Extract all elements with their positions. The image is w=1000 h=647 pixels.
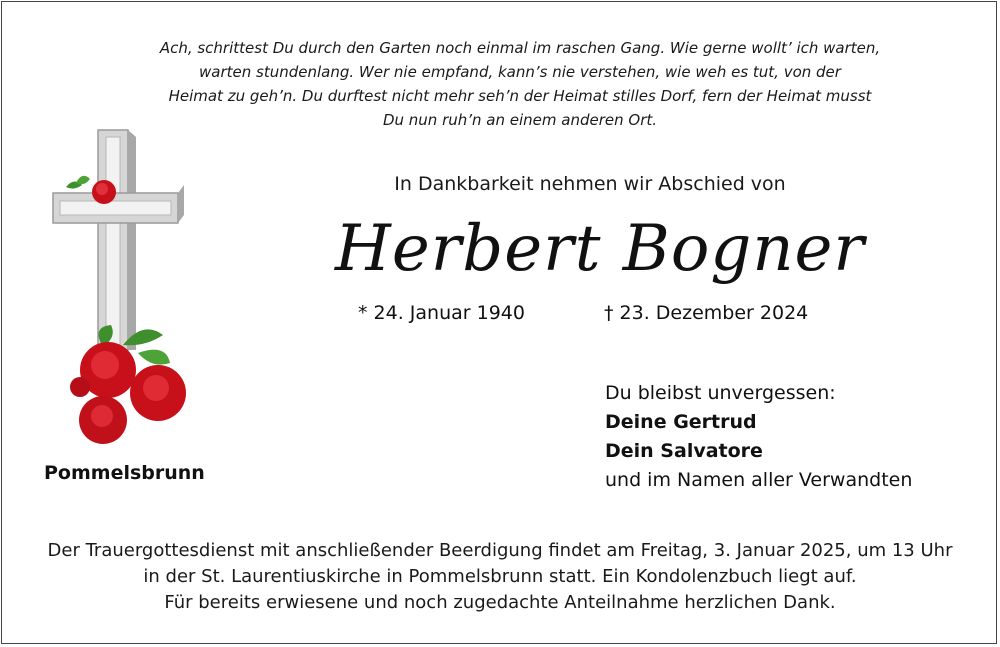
mourners-line: und im Namen aller Verwandten	[605, 469, 913, 491]
service-info	[10, 538, 990, 616]
poem-line: warten stundenlang. Wer nie empfand, kann’s nie verstehen, wie weh es tut, von der	[199, 63, 841, 81]
poem	[150, 36, 890, 132]
mourners-block	[605, 379, 912, 495]
death-date: † 23. Dezember 2024	[604, 302, 809, 324]
cross-with-roses-icon	[48, 125, 208, 455]
deceased-name: Herbert Bogner	[335, 212, 865, 286]
birth-date: * 24. Januar 1940	[358, 302, 525, 324]
service-line: Der Trauergottesdienst mit anschließender Beerdigung findet am Freitag, 3. Januar 2025, um 13 Uhr	[47, 540, 953, 561]
service-line: Für bereits erwiesene und noch zugedachte Anteilnahme herzlichen Dank.	[164, 592, 836, 613]
service-line: in der St. Laurentiuskirche in Pommelsbrunn statt. Ein Kondolenzbuch liegt auf.	[143, 566, 857, 587]
poem-line: Heimat zu geh’n. Du durftest nicht mehr seh’n der Heimat stilles Dorf, fern der Heimat musst	[168, 87, 872, 105]
mourners-line: Du bleibst unvergessen:	[605, 382, 836, 404]
place-name: Pommelsbrunn	[44, 462, 205, 484]
mourner-name: Deine Gertrud	[605, 411, 757, 433]
poem-line: Du nun ruh’n an einem anderen Ort.	[382, 111, 658, 129]
poem-line: Ach, schrittest Du durch den Garten noch einmal im raschen Gang. Wie gerne wollt’ ich warten,	[159, 39, 881, 57]
mourner-name: Dein Salvatore	[605, 440, 763, 462]
intro-text: In Dankbarkeit nehmen wir Abschied von	[394, 173, 786, 195]
